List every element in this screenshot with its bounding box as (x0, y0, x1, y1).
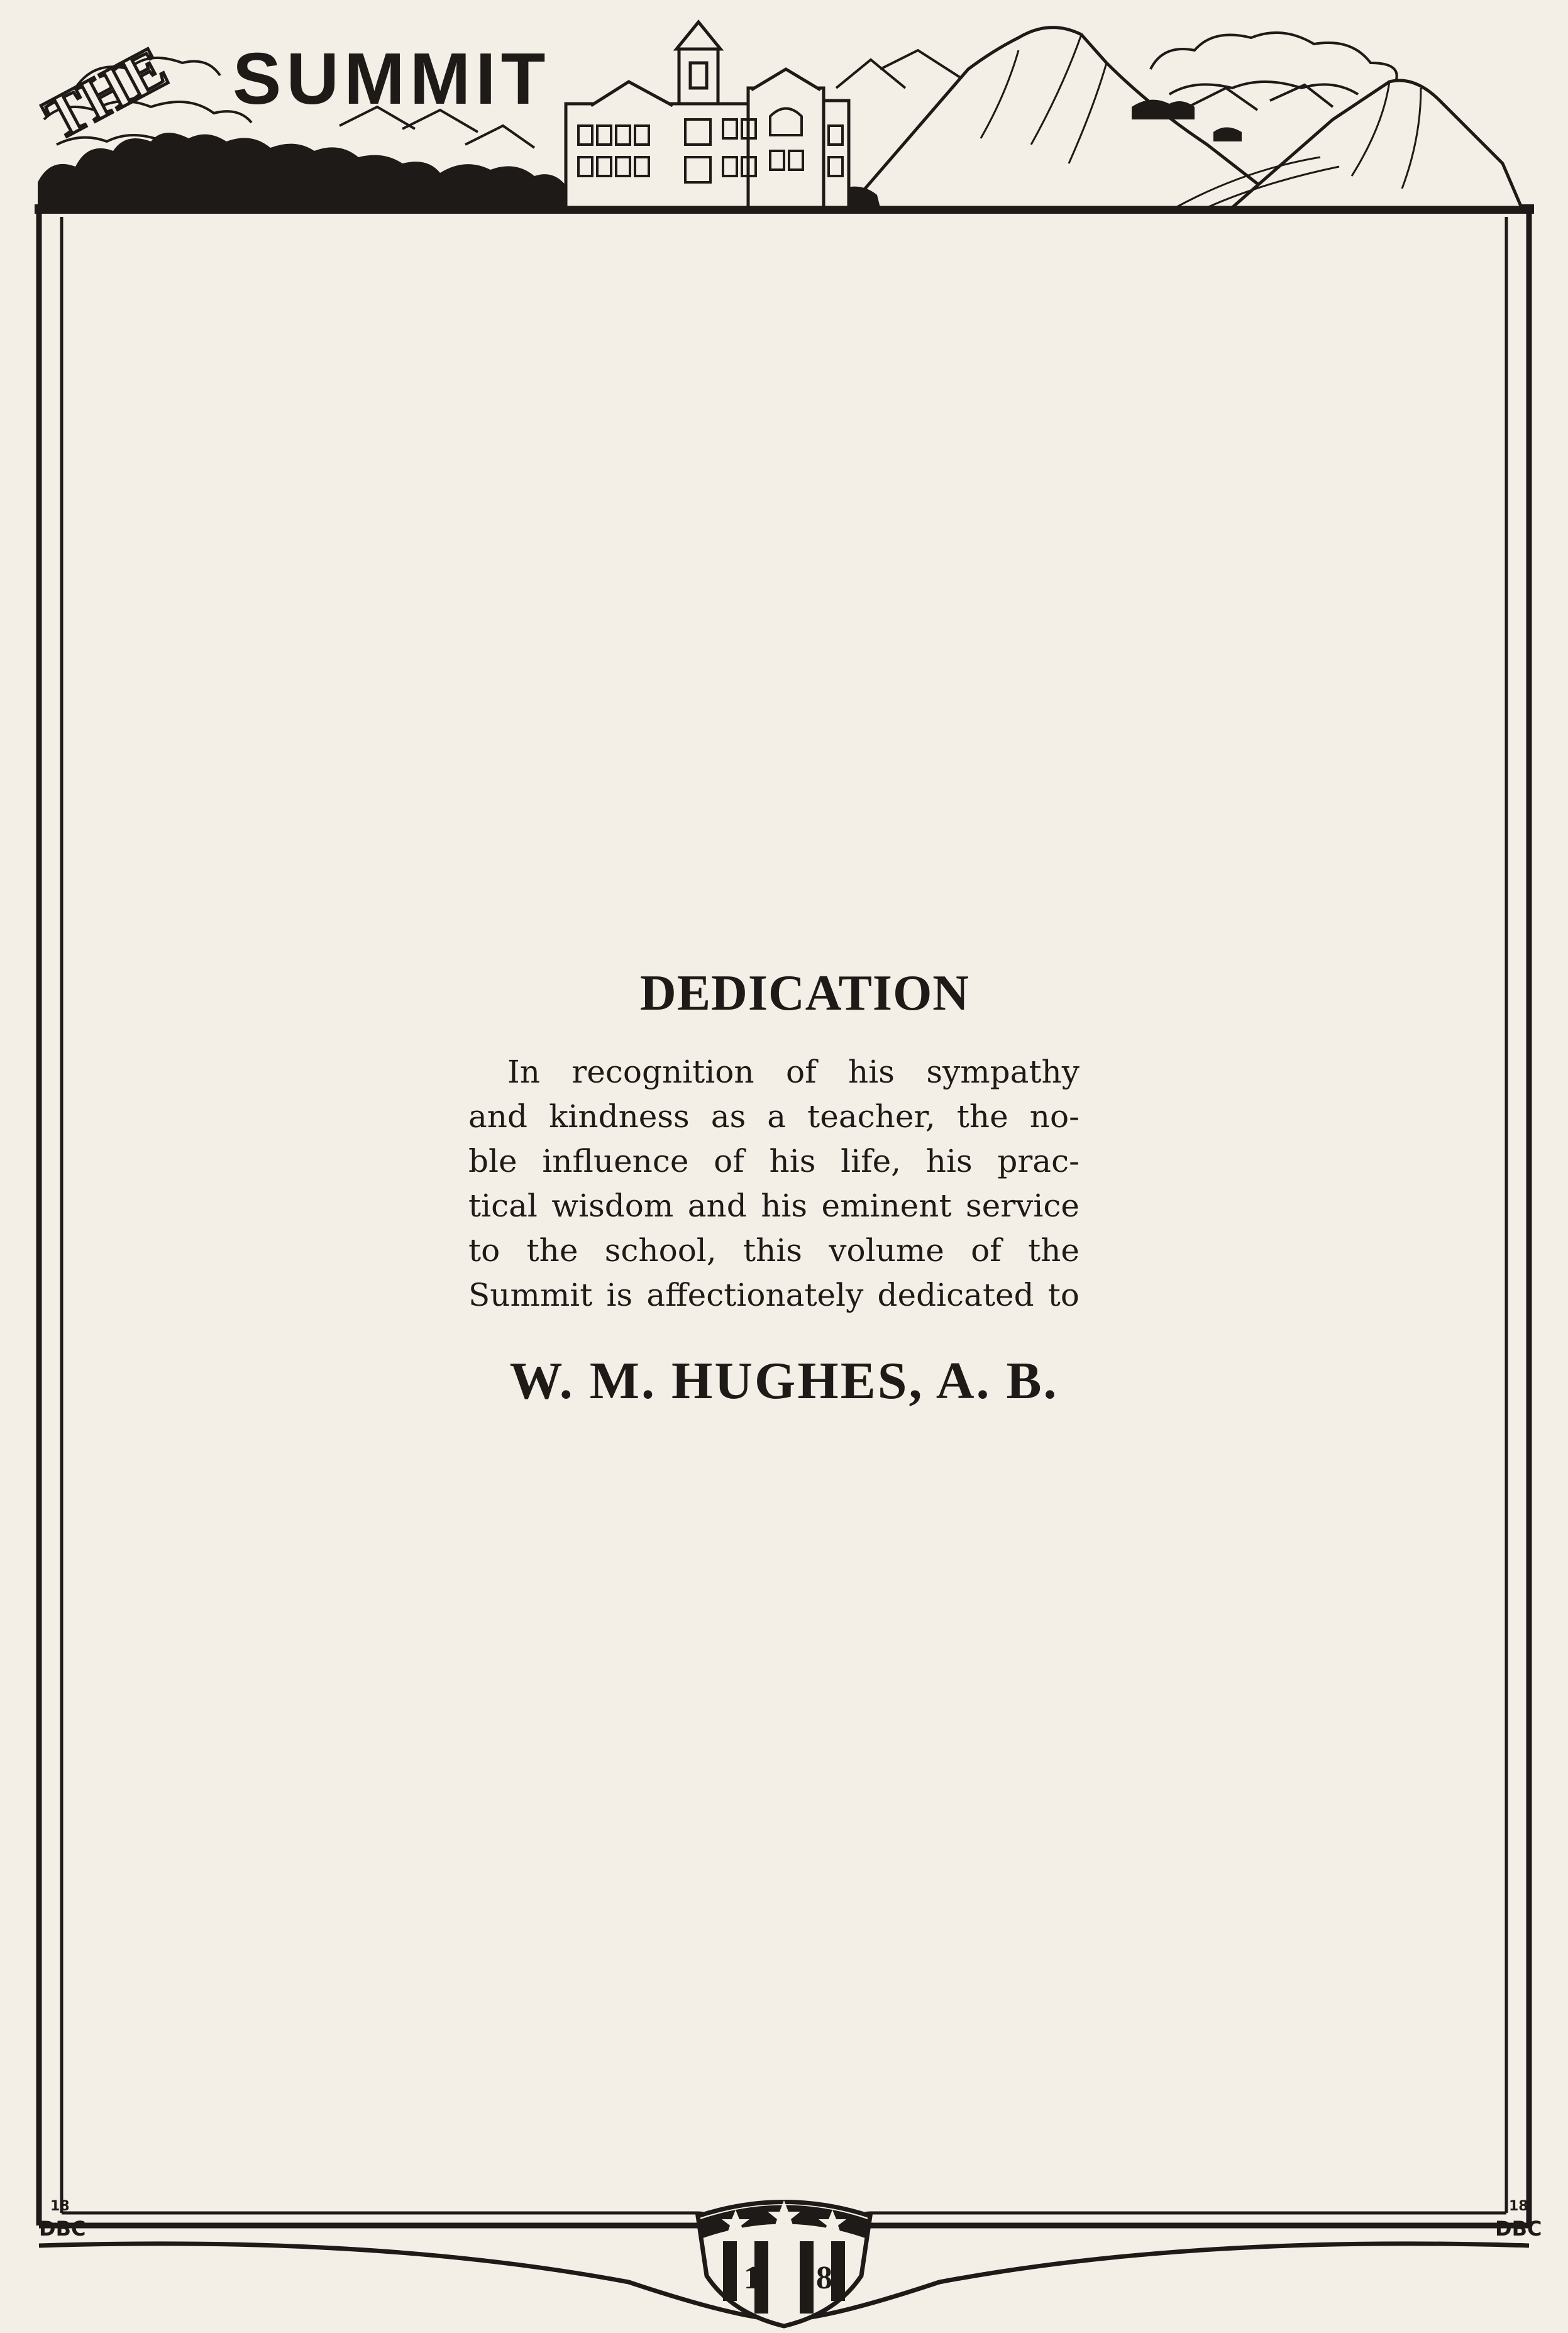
school-building (566, 22, 849, 207)
dedication-line: In recognition of his sympathy (507, 1054, 1079, 1090)
masthead-the: THE (33, 33, 178, 153)
masthead-title: SUMMIT (233, 38, 551, 119)
svg-text:18: 18 (50, 2198, 70, 2214)
corner-monogram-right (1495, 2198, 1542, 2241)
dedication-title: DEDICATION (639, 966, 970, 1021)
star-shield-icon (698, 2200, 870, 2326)
svg-text:18: 18 (1509, 2198, 1528, 2214)
dedication-line: and kindness as a teacher, the no- (468, 1098, 1079, 1135)
corner-monogram-left (39, 2198, 86, 2241)
crest-year-left: 1 (744, 2260, 760, 2296)
svg-text:DBC: DBC (39, 2217, 86, 2241)
dedication-line: tical wisdom and his eminent service (468, 1188, 1079, 1224)
dedication-line: Summit is affectionately dedicated to (468, 1277, 1079, 1313)
dedication-line: ble influence of his life, his prac- (468, 1143, 1079, 1179)
dedication-line: to the school, this volume of the (468, 1232, 1079, 1269)
mountain-school-illustration (33, 22, 1534, 214)
dedication-text (468, 1050, 1079, 1318)
crest-year-right: 8 (816, 2260, 832, 2296)
honoree-name: W. M. HUGHES, A. B. (509, 1352, 1059, 1410)
svg-text:DBC: DBC (1495, 2217, 1542, 2241)
